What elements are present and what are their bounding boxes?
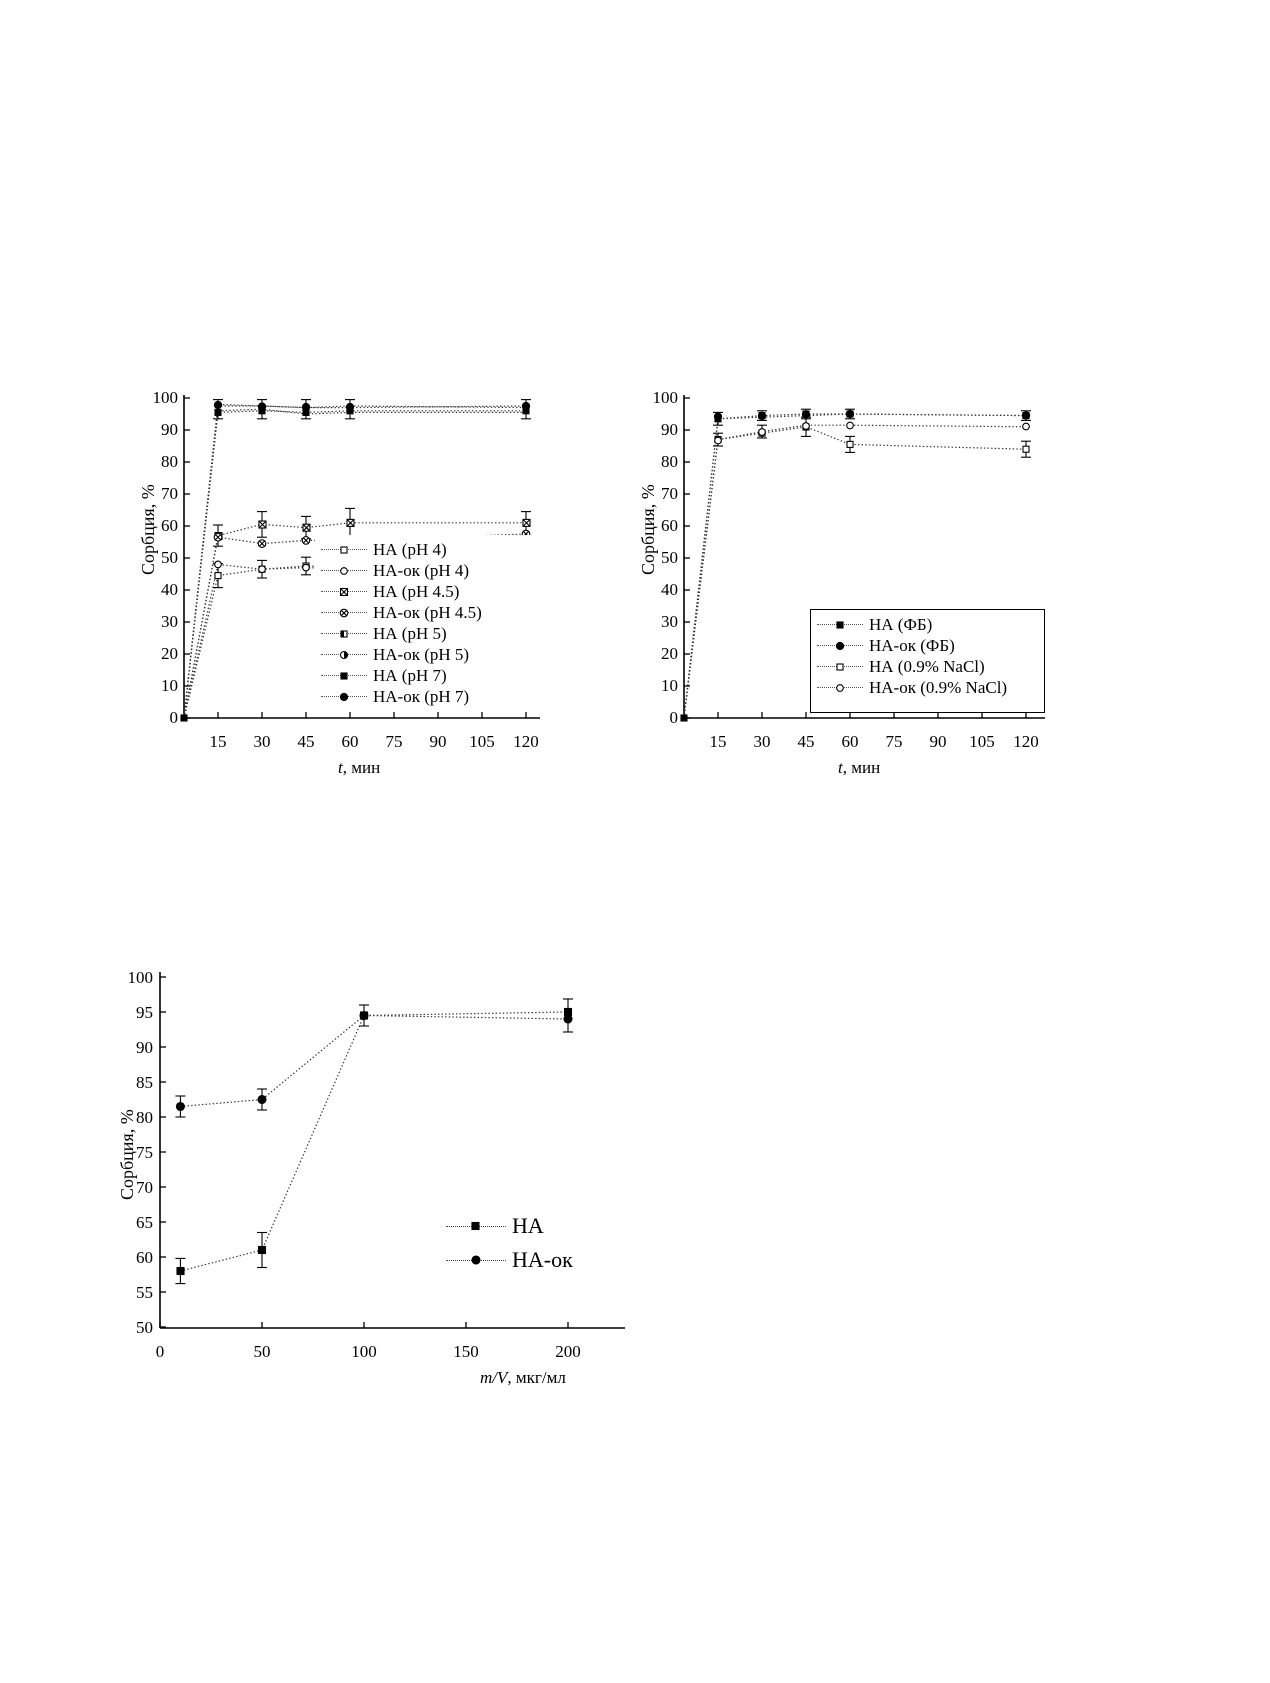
panel-a-y-axis-label: Сорбция, % [138, 484, 158, 575]
panel-b-canvas [620, 185, 1060, 585]
panel-b-ytick: 90 [661, 420, 678, 439]
panel-b-xtick: 30 [753, 732, 771, 751]
legend-label: НА-ок [512, 1247, 573, 1272]
panel-b-ytick: 20 [661, 644, 678, 663]
panel-a-ytick: 60 [161, 516, 178, 535]
panel-c-ytick: 65 [136, 1213, 153, 1232]
panel-a-legend [315, 535, 545, 711]
panel-a-ytick: 50 [161, 548, 178, 567]
legend-label: НА [512, 1213, 544, 1238]
legend-label: НА (ФБ) [869, 614, 933, 634]
panel-c-y-tickmarks [160, 977, 166, 1327]
chart-panel-c [95, 950, 635, 1400]
panel-a-ytick: 100 [152, 388, 178, 407]
panel-c-ytick: 100 [127, 968, 153, 987]
panel-b-ytick: 70 [661, 484, 678, 503]
panel-b-x-axis-label [838, 758, 880, 778]
panel-c-xtick: 50 [253, 1342, 271, 1361]
panel-a-xtick: 75 [385, 732, 403, 751]
panel-a-xtick: 120 [513, 732, 539, 751]
panel-b-xtick: 15 [709, 732, 727, 751]
panel-b-ytick: 80 [661, 452, 678, 471]
legend-label: НА (pH 4) [373, 539, 447, 559]
open-square-marker-icon [321, 544, 367, 556]
legend-label: НА-ок (pH 4) [373, 560, 470, 580]
legend-label: НА (0.9% NaCl) [869, 656, 985, 676]
panel-a-ytick: 90 [161, 420, 178, 439]
panel-b-xtick: 105 [969, 732, 995, 751]
panel-b-ytick: 60 [661, 516, 678, 535]
chart-panel-b [620, 185, 1060, 777]
panel-b-legend [810, 609, 1045, 713]
panel-a-xtick: 15 [209, 732, 227, 751]
filled-circle-marker-icon [817, 640, 863, 652]
panel-c-ytick: 75 [136, 1143, 153, 1162]
legend-label: НА-ок (pH 4.5) [373, 602, 482, 622]
crossed-circle-marker-icon [321, 607, 367, 619]
panel-b-y-axis-label: Сорбция, % [638, 484, 658, 575]
panel-b-x-axis-label-rest: , мин [842, 758, 881, 777]
legend-item [321, 665, 537, 686]
panel-b-ytick: 100 [652, 388, 678, 407]
panel-a-y-tickmarks [184, 398, 190, 718]
legend-item [817, 614, 1036, 635]
panel-b-xtick: 60 [841, 732, 859, 751]
legend-item [321, 539, 537, 560]
panel-a-ytick: 80 [161, 452, 178, 471]
panel-a-ytick: 0 [169, 708, 178, 727]
panel-c-series-line [180, 1016, 568, 1107]
panel-c-ytick: 85 [136, 1073, 153, 1092]
panel-b-xtick: 75 [885, 732, 903, 751]
legend-item [321, 644, 537, 665]
legend-item [817, 677, 1036, 698]
panel-c-ytick: 80 [136, 1108, 153, 1127]
panel-c-y-axis-label: Сорбция, % [117, 1109, 137, 1200]
panel-c-ytick: 60 [136, 1248, 153, 1267]
half-filled-square-marker-icon [321, 628, 367, 640]
panel-b-ytick: 50 [661, 548, 678, 567]
panel-b-y-tickmarks [684, 398, 690, 718]
panel-b-ytick: 40 [661, 580, 678, 599]
filled-square-marker-icon [817, 619, 863, 631]
filled-square-marker-icon [321, 670, 367, 682]
panel-c-ytick: 70 [136, 1178, 153, 1197]
panel-b-ytick: 0 [669, 708, 678, 727]
filled-circle-marker-icon [446, 1254, 506, 1266]
panel-b-ytick: 10 [661, 676, 678, 695]
panel-a-x-axis-label [338, 758, 380, 778]
panel-c-xtick: 150 [453, 1342, 479, 1361]
panel-b-xtick: 90 [929, 732, 947, 751]
filled-square-marker-icon [446, 1220, 506, 1232]
legend-label: НА (pH 4.5) [373, 581, 460, 601]
panel-a-xtick: 30 [253, 732, 271, 751]
legend-item [321, 623, 537, 644]
panel-a-ytick: 20 [161, 644, 178, 663]
panel-a-xtick: 90 [429, 732, 447, 751]
panel-a-canvas [120, 185, 550, 585]
panel-a-ytick: 30 [161, 612, 178, 631]
legend-label: НА-ок (ФБ) [869, 635, 955, 655]
crossed-square-marker-icon [321, 586, 367, 598]
panel-a-xtick: 45 [297, 732, 315, 751]
open-circle-marker-icon [321, 565, 367, 577]
legend-item [446, 1243, 602, 1277]
panel-a-ytick: 40 [161, 580, 178, 599]
panel-c-xtick: 0 [155, 1342, 165, 1361]
panel-c-ytick: 55 [136, 1283, 153, 1302]
legend-label: НА (pH 5) [373, 623, 447, 643]
panel-b-xtick: 120 [1013, 732, 1039, 751]
panel-c-ytick: 50 [136, 1318, 153, 1337]
open-circle-marker-icon [817, 682, 863, 694]
open-square-marker-icon [817, 661, 863, 673]
legend-label: НА-ок (pH 7) [373, 686, 470, 706]
panel-c-xtick: 100 [351, 1342, 377, 1361]
panel-b-ytick: 30 [661, 612, 678, 631]
panel-a-xtick: 105 [469, 732, 495, 751]
panel-c-ytick: 90 [136, 1038, 153, 1057]
panel-a-ytick: 10 [161, 676, 178, 695]
legend-item [321, 602, 537, 623]
legend-label: НА-ок (pH 5) [373, 644, 470, 664]
filled-circle-marker-icon [321, 691, 367, 703]
panel-a-x-axis-label-rest: , мин [342, 758, 381, 777]
panel-a-xtick: 60 [341, 732, 359, 751]
panel-c-ytick: 95 [136, 1003, 153, 1022]
panel-a-x-tickmarks [218, 712, 526, 718]
legend-item [817, 635, 1036, 656]
panel-a-ytick: 70 [161, 484, 178, 503]
panel-b-x-axis-label-italic: t [838, 758, 843, 777]
panel-c-x-axis-label-italic: m/V [480, 1368, 508, 1387]
legend-item [446, 1209, 602, 1243]
legend-item [321, 560, 537, 581]
panel-c-canvas [95, 950, 635, 1400]
legend-label: НА (pH 7) [373, 665, 447, 685]
panel-c-xtick: 200 [555, 1342, 581, 1361]
panel-a-x-axis-label-italic: t [338, 758, 343, 777]
legend-label: НА-ок (0.9% NaCl) [869, 677, 1008, 697]
half-filled-circle-marker-icon [321, 649, 367, 661]
panel-b-xtick: 45 [797, 732, 815, 751]
legend-item [321, 581, 537, 602]
chart-panel-a [120, 185, 550, 777]
panel-c-x-axis-label-rest: , мкг/мл [507, 1368, 566, 1387]
legend-item [321, 686, 537, 707]
panel-c-x-tickmarks [160, 1322, 568, 1328]
panel-c-legend [440, 1205, 610, 1281]
legend-item [817, 656, 1036, 677]
